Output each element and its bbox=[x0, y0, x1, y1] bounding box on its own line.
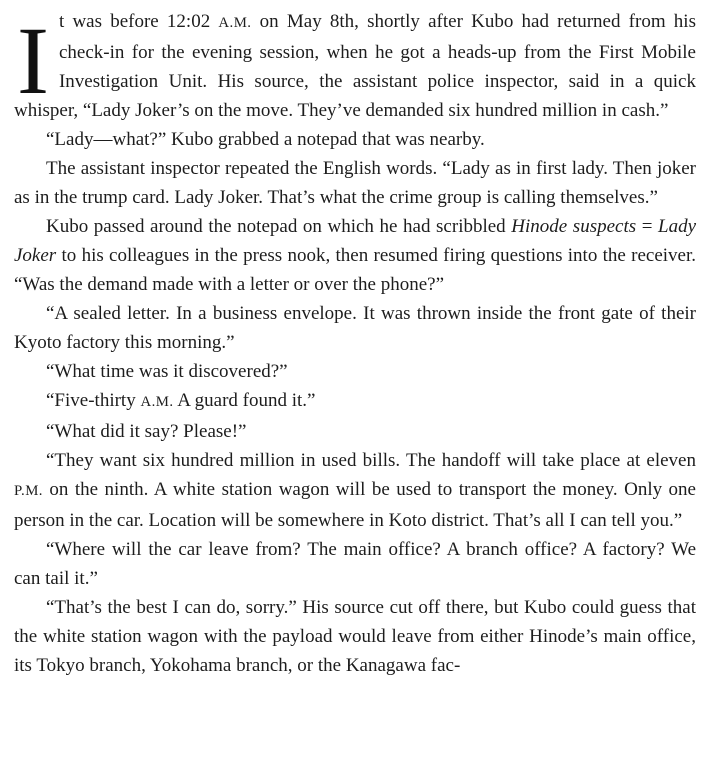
body-text: “What did it say? Please!” bbox=[46, 421, 247, 442]
paragraph bbox=[14, 154, 696, 212]
paragraph bbox=[14, 125, 696, 154]
italic-text: Lady Joker bbox=[14, 216, 697, 266]
body-text: “A sealed letter. In a business envelope. It was thrown inside the front gate of their Kyoto factory this morning.” bbox=[14, 303, 696, 353]
smallcaps-text: A.M. bbox=[140, 394, 174, 410]
body-text: “What time was it discovered?” bbox=[46, 361, 288, 382]
paragraph bbox=[14, 299, 696, 357]
body-text: “Lady—what?” Kubo grabbed a notepad that was nearby. bbox=[46, 129, 485, 150]
smallcaps-text: P.M. bbox=[14, 483, 43, 499]
body-text: “Five-thirty bbox=[46, 390, 141, 411]
italic-text: Hinode suspects bbox=[511, 216, 637, 237]
paragraph bbox=[14, 386, 696, 417]
paragraph bbox=[14, 593, 696, 680]
body-text: “That’s the best I can do, sorry.” His source cut off there, but Kubo could guess that the white station wagon with the payload would leave from either Hinode’s main office, its Tokyo branch, Yokohama branch, or the Kanagawa fac- bbox=[14, 597, 696, 676]
body-text: “They want six hundred million in used bills. The handoff will take place at eleven bbox=[46, 450, 696, 471]
paragraph bbox=[14, 535, 696, 593]
paragraph bbox=[14, 417, 696, 446]
paragraph bbox=[14, 357, 696, 386]
body-text: to his colleagues in the press nook, then resumed firing questions into the receiver. “Was the demand made with a letter or over the phone?” bbox=[14, 245, 696, 295]
body-text: on May 8th, shortly after Kubo had returned from his check-in for the evening session, when he got a heads-up from the First Mobile Investigation Unit. His source, the assistant police inspector, said in a quick whisper, “Lady Joker’s on the move. They’ve demanded six hundred million in cash.” bbox=[14, 11, 696, 121]
body-text: on the ninth. A white station wagon will be used to transport the money. Only one person in the car. Location will be somewhere in Koto district. That’s all I can tell you.” bbox=[14, 479, 696, 531]
body-text: A guard found it.” bbox=[173, 390, 316, 411]
paragraph bbox=[14, 212, 696, 299]
smallcaps-text: A.M. bbox=[218, 15, 252, 31]
body-text: Kubo passed around the notepad on which he had scribbled bbox=[46, 216, 512, 237]
text-column bbox=[14, 7, 696, 680]
drop-cap: I bbox=[17, 7, 49, 114]
body-text: = bbox=[636, 216, 659, 237]
body-text: t was before 12:02 bbox=[58, 11, 219, 32]
paragraph bbox=[14, 446, 696, 535]
body-text: “Where will the car leave from? The main office? A branch office? A factory? We can tail it.” bbox=[14, 539, 696, 589]
paragraph bbox=[14, 7, 696, 125]
body-text: The assistant inspector repeated the English words. “Lady as in first lady. Then joker as in the trump card. Lady Joker. That’s what the crime group is calling themselves.” bbox=[14, 158, 696, 208]
